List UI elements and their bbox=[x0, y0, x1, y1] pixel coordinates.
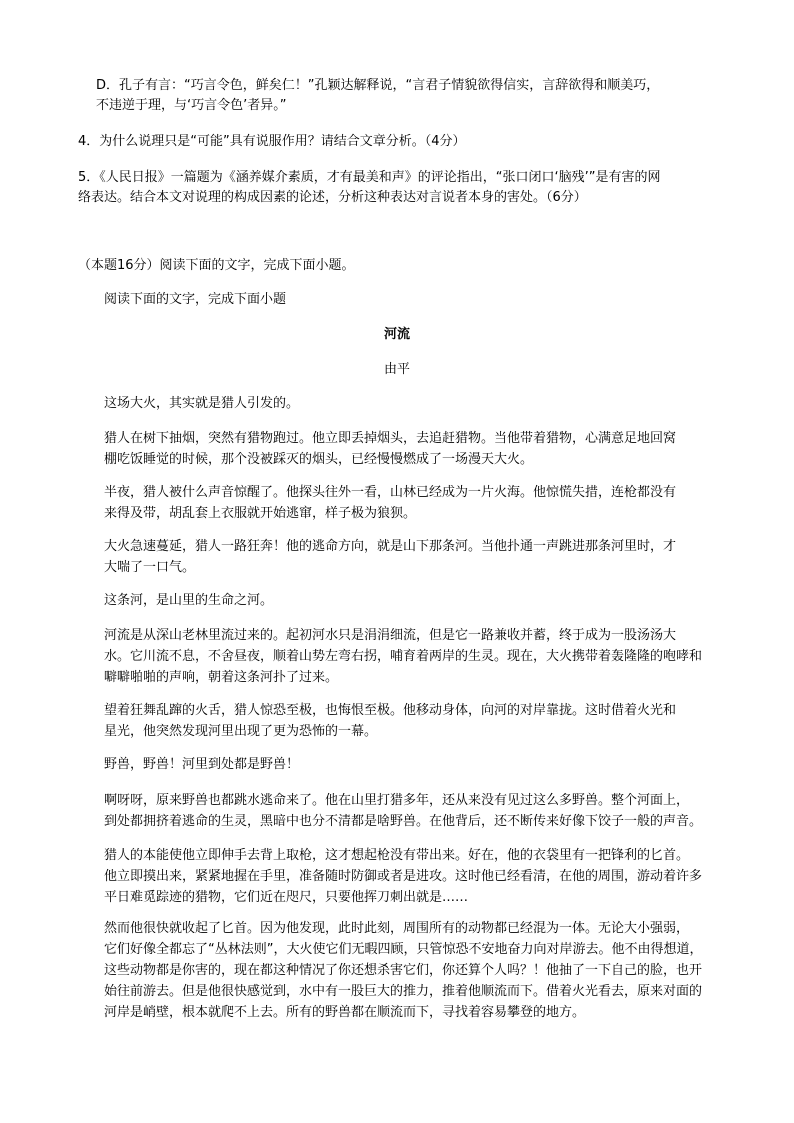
paragraph-line: 野兽，野兽！河里到处都是野兽！ bbox=[104, 757, 300, 772]
paragraph-line: 猎人的本能使他立即伸手去背上取枪，这才想起枪没有带出来。好在，他的衣袋里有一把锋利的匕首。 bbox=[104, 848, 690, 863]
paragraph-line: 河岸是峭壁，根本就爬不上去。所有的野兽都在顺流而下，寻找着容易攀登的地方。 bbox=[104, 1005, 586, 1020]
option-d bbox=[96, 76, 746, 116]
story-paragraph bbox=[104, 590, 724, 611]
story-paragraph bbox=[104, 393, 724, 414]
paragraph-line: 噼噼啪啪的声响，朝着这条河扑了过来。 bbox=[104, 670, 339, 685]
paragraph-line: 望着狂舞乱蹿的火舌，猎人惊恐至极，也悔恨至极。他移动身体，向河的对岸靠拢。这时借着火光和 bbox=[104, 703, 677, 718]
paragraph-line: 大火急速蔓延，猎人一路狂奔！他的逃命方向，就是山下那条河。当他扑通一声跳进那条河里时，才 bbox=[104, 539, 677, 554]
story-paragraph bbox=[104, 536, 724, 578]
question-5 bbox=[78, 168, 728, 208]
question-5-line-1: 5．《人民日报》一篇题为《涵养媒介素质，才有最美和声》的评论指出，“张口闭口‘脑残’”是有害的网 bbox=[78, 170, 661, 185]
paragraph-line: 这些动物都是你害的，现在都这种情况了你还想杀害它们，你还算个人吗？！他抽了一下自己的脸，也开 bbox=[104, 963, 703, 978]
story-title: 河流 bbox=[383, 327, 410, 342]
paragraph-line: 这条河，是山里的生命之河。 bbox=[104, 593, 274, 608]
paragraph-line: 半夜，猎人被什么声音惊醒了。他探头往外一看，山林已经成为一片火海。他惊慌失措，连枪都没有 bbox=[104, 485, 677, 500]
paragraph-line: 棚吃饭睡觉的时候，那个没被踩灭的烟头，已经慢慢燃成了一场漫天大火。 bbox=[104, 452, 534, 467]
paragraph-line: 星光，他突然发现河里出现了更为恐怖的一幕。 bbox=[104, 724, 378, 739]
paragraph-line: 它们好像全都忘了“丛林法则”，大火使它们无暇四顾，只管惊恐不安地奋力向对岸游去。他不由得想道， bbox=[104, 942, 703, 957]
paragraph-line: 水。它川流不息，不舍昼夜，顺着山势左弯右拐，哺育着两岸的生灵。现在，大火携带着轰隆隆的咆哮和 bbox=[104, 649, 703, 664]
option-d-line-1: D．孔子有言：“巧言令色，鲜矣仁！”孔颖达解释说，“言君子情貌欲得信实，言辞欲得和顺美巧， bbox=[96, 78, 660, 93]
story-paragraph bbox=[104, 918, 724, 1023]
paragraph-line: 平日难觅踪迹的猎物，它们近在咫尺，只要他挥刀刺出就是…… bbox=[104, 890, 469, 905]
paragraph-line: 猎人在树下抽烟，突然有猎物跑过。他立即丢掉烟头，去追赶猎物。当他带着猎物，心满意足地回窝 bbox=[104, 431, 677, 446]
paragraph-line: 这场大火，其实就是猎人引发的。 bbox=[104, 396, 300, 411]
question-5-line-2: 络表达。结合本文对说理的构成因素的论述，分析这种表达对言说者本身的害处。（6分） bbox=[78, 190, 587, 205]
paragraph-line: 始往前游去。但是他很快感觉到，水中有一股巨大的推力，推着他顺流而下。借着火光看去，原来对面的 bbox=[104, 984, 703, 999]
story-paragraph bbox=[104, 625, 724, 688]
story-paragraph bbox=[104, 845, 724, 908]
paragraph-line: 大喘了一口气。 bbox=[104, 560, 196, 575]
story-paragraph bbox=[104, 428, 724, 470]
paragraph-line: 啊呀呀，原来野兽也都跳水逃命来了。他在山里打猎多年，还从来没有见过这么多野兽。整个河面上， bbox=[104, 793, 690, 808]
paragraph-line: 到处都拥挤着逃命的生灵，黑暗中也分不清都是啥野兽。在他背后，还不断传来好像下饺子一般的声音。 bbox=[104, 814, 703, 829]
story-paragraph bbox=[104, 482, 724, 524]
question-4: 4．为什么说理只是“可能”具有说服作用？请结合文章分析。（4分） bbox=[78, 134, 466, 149]
section-instruction: 阅读下面的文字，完成下面小题 bbox=[104, 292, 287, 307]
story-paragraph bbox=[104, 790, 724, 832]
option-d-line-2: 不违逆于理，与‘巧言令色’者异。” bbox=[96, 98, 287, 113]
story-paragraph bbox=[104, 700, 724, 742]
paragraph-line: 他立即摸出来，紧紧地握在手里，准备随时防御或者是进攻。这时他已经看清，在他的周围，游动着许多 bbox=[104, 869, 703, 884]
paragraph-line: 河流是从深山老林里流过来的。起初河水只是涓涓细流，但是它一路兼收并蓄，终于成为一股汤汤大 bbox=[104, 628, 677, 643]
story-author: 由平 bbox=[383, 362, 410, 377]
story-paragraph bbox=[104, 754, 724, 775]
section-header: （本题16分）阅读下面的文字，完成下面小题。 bbox=[78, 258, 355, 273]
paragraph-line: 来得及带，胡乱套上衣服就开始逃窜，样子极为狼狈。 bbox=[104, 506, 417, 521]
paragraph-line: 然而他很快就收起了匕首。因为他发现，此时此刻，周围所有的动物都已经混为一体。无论大小强弱， bbox=[104, 921, 690, 936]
